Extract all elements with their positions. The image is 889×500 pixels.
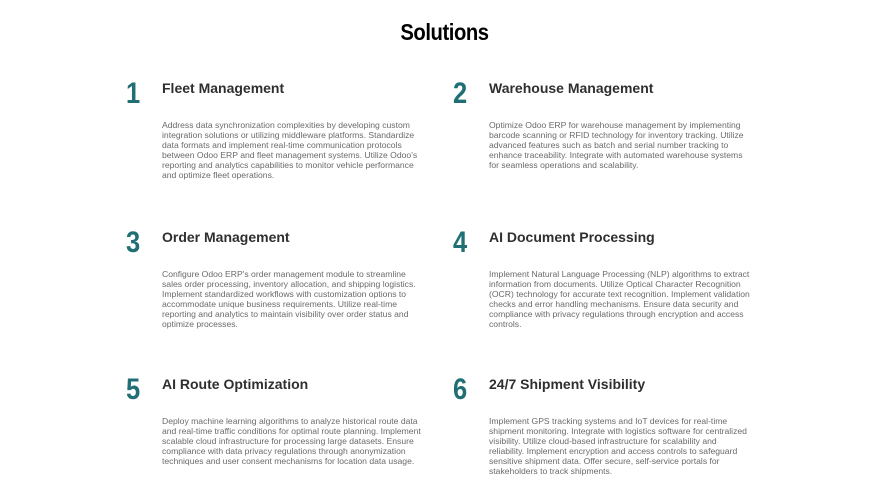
solution-number: 2: [453, 77, 468, 110]
page-title: Solutions: [400, 19, 489, 45]
solution-heading: Order Management: [162, 229, 290, 245]
solution-description: Address data synchronization complexities by developing custom integration solutions or utilizing middleware platforms. Standardize data formats and implement real-time communication protocols between Odoo ERP and fleet management systems. Utilize Odoo's reporting and analytics capabilities to monitor vehicle performance and optimize fleet operations.: [162, 120, 418, 180]
solution-description: Deploy machine learning algorithms to analyze historical route data and real-time traffic conditions for optimal route planning. Implement scalable cloud infrastructure for processing large datasets. Ensure compliance with data privacy regulations through anonymization techniques and user consent mechanisms for location data usage.: [162, 416, 421, 466]
solution-number: 5: [126, 373, 141, 406]
solution-description: Implement Natural Language Processing (NLP) algorithms to extract information from documents. Utilize Optical Character Recognition (OCR) technology for accurate text recognition. Implement validation checks and error handling mechanisms. Ensure data security and compliance with privacy regulations through encryption and access controls.: [489, 269, 750, 329]
solution-heading: Fleet Management: [162, 80, 285, 96]
solution-heading: Warehouse Management: [489, 80, 654, 96]
solution-number: 1: [126, 77, 141, 110]
solution-heading: 24/7 Shipment Visibility: [489, 376, 646, 392]
solution-number: 6: [453, 373, 468, 406]
solution-description: Implement GPS tracking systems and IoT devices for real-time shipment monitoring. Integrate with logistics software for centralized visibility. Utilize cloud-based infrastructure for scalability and reliability. Implement encryption and access controls to safeguard sensitive shipment data. Offer secure, self-service portals for stakeholders to track shipments.: [489, 416, 747, 476]
solution-description: Optimize Odoo ERP for warehouse management by implementing barcode scanning or RFID technology for inventory tracking. Utilize advanced features such as batch and serial number tracking to enhance traceability. Integrate with automated warehouse systems for seamless operations and scalability.: [489, 120, 744, 170]
solution-heading: AI Route Optimization: [162, 376, 309, 392]
solution-number: 4: [453, 226, 468, 259]
solution-heading: AI Document Processing: [489, 229, 655, 245]
solution-description: Configure Odoo ERP's order management module to streamline sales order processing, inventory allocation, and shipping logistics. Implement standardized workflows with customization options to accommodate unique business requirements. Utilize real-time reporting and analytics to maintain visibility over order status and optimize processes.: [162, 269, 416, 329]
solution-number: 3: [126, 226, 141, 259]
